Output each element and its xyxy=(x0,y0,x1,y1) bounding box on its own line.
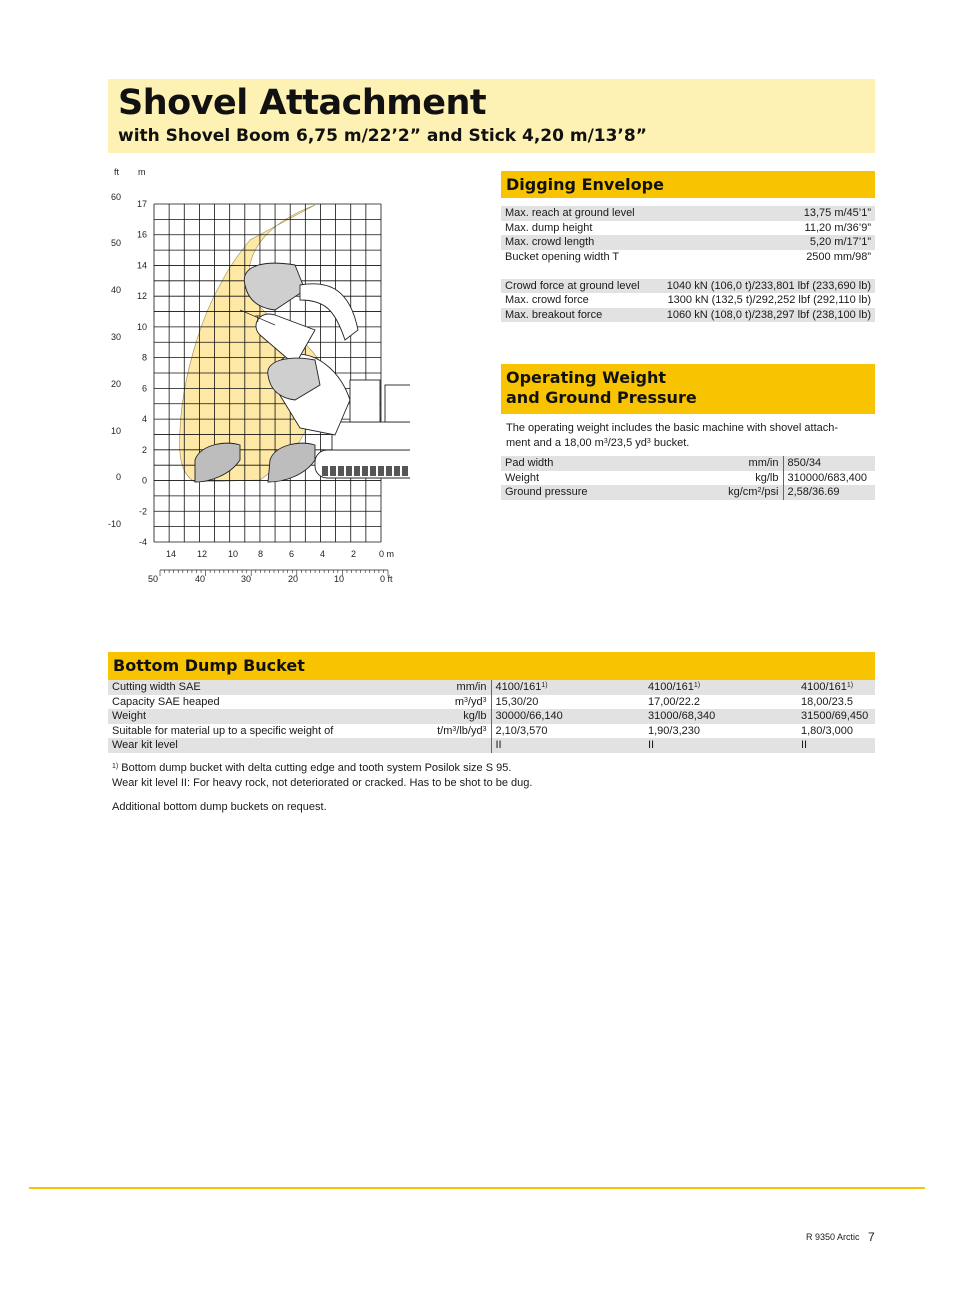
de-value: 13,75 m/45’1” xyxy=(651,206,875,221)
left-m-tick-label: 0 xyxy=(141,475,147,486)
desc-line2 xyxy=(506,436,876,451)
table-row xyxy=(501,471,875,486)
desc-line2a: ment and a 18,00 m xyxy=(506,436,604,449)
ow-unit xyxy=(672,485,783,500)
bdb-value-1 xyxy=(491,709,644,724)
bottom-m-tick-label: 10 xyxy=(228,549,239,559)
bottom-ft-tick-label: 40 xyxy=(195,574,206,584)
bdb-unit xyxy=(373,738,491,753)
value-text: 18,00/23.5 xyxy=(801,695,853,708)
table-row xyxy=(108,724,875,739)
bdb-unit xyxy=(373,724,491,739)
ow-unit: mm/in xyxy=(672,456,783,471)
value-text: 4100/161 xyxy=(648,681,694,693)
left-ft-tick-label: -10 xyxy=(107,519,121,529)
ow-value: 2,58/36.69 xyxy=(783,485,875,500)
desc-line2b: /23,5 yd xyxy=(607,436,647,449)
bottom-ft-tick-label: 20 xyxy=(288,574,299,584)
operating-weight-heading-line2: and Ground Pressure xyxy=(506,388,697,407)
unit-m-label: m xyxy=(138,167,146,177)
operating-weight-heading-line1: Operating Weight xyxy=(506,368,667,387)
left-m-tick-label: 14 xyxy=(136,260,147,271)
bdb-label: Weight xyxy=(108,709,373,724)
operating-weight-heading xyxy=(501,364,875,414)
footnotes xyxy=(112,761,872,815)
bottom-m-tick-label: 6 xyxy=(289,549,295,559)
value-text: 4100/161 xyxy=(495,681,542,693)
bdb-value-3 xyxy=(797,709,875,724)
left-ft-tick-label: 30 xyxy=(110,332,121,342)
left-m-tick-label: 12 xyxy=(136,291,147,302)
unit-sup: 3 xyxy=(482,725,487,733)
footnote-mark: 1) xyxy=(541,682,548,689)
table-row xyxy=(501,308,875,323)
left-ft-tick-label: 50 xyxy=(110,238,121,248)
left-m-tick-label: 17 xyxy=(136,199,147,209)
value-text: 31500/69,450 xyxy=(801,710,869,722)
value-text: 2,10/3,570 xyxy=(495,724,548,737)
value-text: II xyxy=(648,739,655,751)
table-row xyxy=(501,456,875,471)
bdb-label: Suitable for material up to a specific weight of xyxy=(112,724,334,737)
desc-sup1: 3 xyxy=(603,437,608,445)
spacer-cell xyxy=(501,264,875,279)
bdb-unit xyxy=(373,680,491,695)
footnote-mark: 1) xyxy=(693,682,701,689)
ow-label: Weight xyxy=(505,471,540,484)
left-m-tick-label: 10 xyxy=(136,321,147,332)
unit-part: kg/lb xyxy=(463,710,487,722)
unit-sup: 3 xyxy=(464,696,468,704)
left-m-tick-label: 2 xyxy=(141,444,147,455)
footnote-1 xyxy=(112,761,872,776)
title-band xyxy=(108,79,875,153)
de-label: Max. reach at ground level xyxy=(501,206,651,221)
de-label: Max. dump height xyxy=(505,221,593,234)
left-m-tick-label: -2 xyxy=(138,506,147,517)
operating-weight-table xyxy=(501,456,875,500)
page-number: 7 xyxy=(868,1230,875,1244)
unit-part: /yd xyxy=(467,695,483,708)
ow-label: Ground pressure xyxy=(501,485,672,500)
bdb-value-1 xyxy=(491,680,644,695)
bdb-value-3 xyxy=(797,724,875,739)
bdb-value-3 xyxy=(797,738,875,753)
footnote-mark: 1) xyxy=(846,682,854,689)
desc-line1: The operating weight includes the basic machine with shovel attach- xyxy=(506,422,839,434)
bottom-m-tick-label: 4 xyxy=(320,549,326,559)
de-label: Max. breakout force xyxy=(501,308,651,323)
left-m-tick-label: 6 xyxy=(141,383,147,394)
de-label: Bucket opening width T xyxy=(505,250,620,263)
footnote-mark: 1) xyxy=(112,763,119,770)
ow-unit: kg/lb xyxy=(755,471,779,484)
value-text: 31000/68,340 xyxy=(648,710,716,722)
left-m-tick-label: -4 xyxy=(138,537,147,547)
table-row xyxy=(501,293,875,308)
de-value: 2500 mm/98” xyxy=(806,250,871,263)
bdb-value-2 xyxy=(644,724,797,739)
de-label: Max. crowd length xyxy=(501,235,651,250)
de-value: 1060 kN (108,0 t)/238,297 lbf (238,100 lb) xyxy=(651,308,875,323)
bdb-value-1 xyxy=(491,738,644,753)
de-value: 1300 kN (132,5 t)/292,252 lbf (292,110 lb) xyxy=(667,294,871,306)
left-ft-tick-label: 40 xyxy=(110,285,121,295)
value-text: 17,00/22.2 xyxy=(648,695,700,708)
value-text: II xyxy=(495,739,502,751)
unit-part: kg/cm xyxy=(728,486,758,498)
page-title: Shovel Attachment xyxy=(118,83,487,123)
bdb-label: Cutting width SAE xyxy=(108,680,373,695)
de-label: Crowd force at ground level xyxy=(501,279,651,294)
bottom-ft-tick-label: 50 xyxy=(148,574,159,584)
table-row xyxy=(501,279,875,294)
footer-line xyxy=(29,1187,925,1189)
de-label: Max. crowd force xyxy=(505,294,589,306)
footnote-2: Wear kit level II: For heavy rock, not deteriorated or cracked. Has to be shot to be dug. xyxy=(112,776,533,789)
bottom-ft-tick-label: 30 xyxy=(241,574,252,584)
table-row xyxy=(501,206,875,221)
value-text: II xyxy=(801,739,808,751)
desc-line2c: bucket. xyxy=(650,436,690,449)
de-value: 1040 kN (106,0 t)/233,801 lbf (233,690 lb) xyxy=(651,279,875,294)
bdb-value-2 xyxy=(644,680,797,695)
bottom-m-tick-label: 14 xyxy=(166,549,177,559)
left-m-tick-label: 8 xyxy=(141,352,147,363)
table-row xyxy=(501,250,875,265)
unit-sup: 2 xyxy=(757,487,762,494)
table-row xyxy=(108,738,875,753)
table-row xyxy=(501,221,875,236)
bottom-dump-bucket-table xyxy=(108,680,875,753)
bottom-m-tick-label: 8 xyxy=(258,549,264,559)
unit-part: /lb/yd xyxy=(456,724,483,737)
bdb-value-1 xyxy=(491,724,644,739)
bdb-label: Wear kit level xyxy=(108,738,373,753)
left-ft-tick-label: 60 xyxy=(110,192,121,202)
operating-weight-description xyxy=(506,421,876,450)
bottom-dump-bucket-heading: Bottom Dump Bucket xyxy=(108,652,875,680)
value-text: 1,80/3,000 xyxy=(801,724,853,737)
ow-value: 850/34 xyxy=(783,456,875,471)
bdb-value-3 xyxy=(797,695,875,710)
bdb-value-2 xyxy=(644,709,797,724)
unit-part: mm/in xyxy=(456,681,487,693)
unit-part: /psi xyxy=(761,486,779,498)
desc-sup2: 3 xyxy=(646,437,651,445)
table-spacer xyxy=(501,264,875,279)
table-row xyxy=(501,235,875,250)
left-m-tick-label: 4 xyxy=(141,414,147,425)
unit-part: t/m xyxy=(437,724,453,737)
page-subtitle: with Shovel Boom 6,75 m/22’2” and Stick 4,20 m/13’8” xyxy=(118,126,647,146)
footer-model: R 9350 Arctic xyxy=(806,1232,860,1242)
unit-sup: 3 xyxy=(482,696,487,704)
unit-ft-label: ft xyxy=(114,167,120,177)
unit-sup: 3 xyxy=(452,725,457,733)
bdb-label: Capacity SAE heaped xyxy=(112,695,220,708)
digging-envelope-heading: Digging Envelope xyxy=(501,171,875,198)
value-text: 4100/161 xyxy=(801,681,847,693)
table-row xyxy=(501,485,875,500)
bottom-ft-tick-label: 0 ft xyxy=(380,574,393,584)
footnote-3: Additional bottom dump buckets on request. xyxy=(112,801,327,813)
left-ft-tick-label: 0 xyxy=(115,472,121,482)
de-value: 5,20 m/17’1” xyxy=(651,235,875,250)
value-text: 15,30/20 xyxy=(495,695,539,708)
digging-envelope-table xyxy=(501,206,875,322)
ow-value: 310000/683,400 xyxy=(783,471,875,486)
bdb-value-2 xyxy=(644,695,797,710)
left-m-tick-label: 16 xyxy=(136,229,147,240)
value-text: 1,90/3,230 xyxy=(648,724,700,737)
left-ft-tick-label: 20 xyxy=(110,379,121,389)
table-row xyxy=(108,680,875,695)
left-ft-tick-label: 10 xyxy=(110,426,121,436)
footnote-1-text: Bottom dump bucket with delta cutting edge and tooth system Posilok size S 95. xyxy=(121,762,512,774)
de-value: 11,20 m/36’9” xyxy=(804,221,871,234)
bottom-m-tick-label: 2 xyxy=(351,549,357,559)
dimension-t-label: T xyxy=(255,314,261,324)
bdb-unit xyxy=(373,695,491,710)
bdb-unit xyxy=(373,709,491,724)
table-row xyxy=(108,695,875,710)
table-row xyxy=(108,709,875,724)
ow-label: Pad width xyxy=(501,456,672,471)
bottom-m-tick-label: 12 xyxy=(197,549,208,559)
bdb-value-2 xyxy=(644,738,797,753)
bottom-ft-tick-label: 10 xyxy=(334,574,345,584)
value-text: 30000/66,140 xyxy=(495,710,563,722)
digging-envelope-diagram xyxy=(100,160,410,590)
bdb-value-3 xyxy=(797,680,875,695)
unit-part: m xyxy=(454,695,464,708)
bottom-m-tick-label: 0 m xyxy=(379,549,395,559)
bdb-value-1 xyxy=(491,695,644,710)
